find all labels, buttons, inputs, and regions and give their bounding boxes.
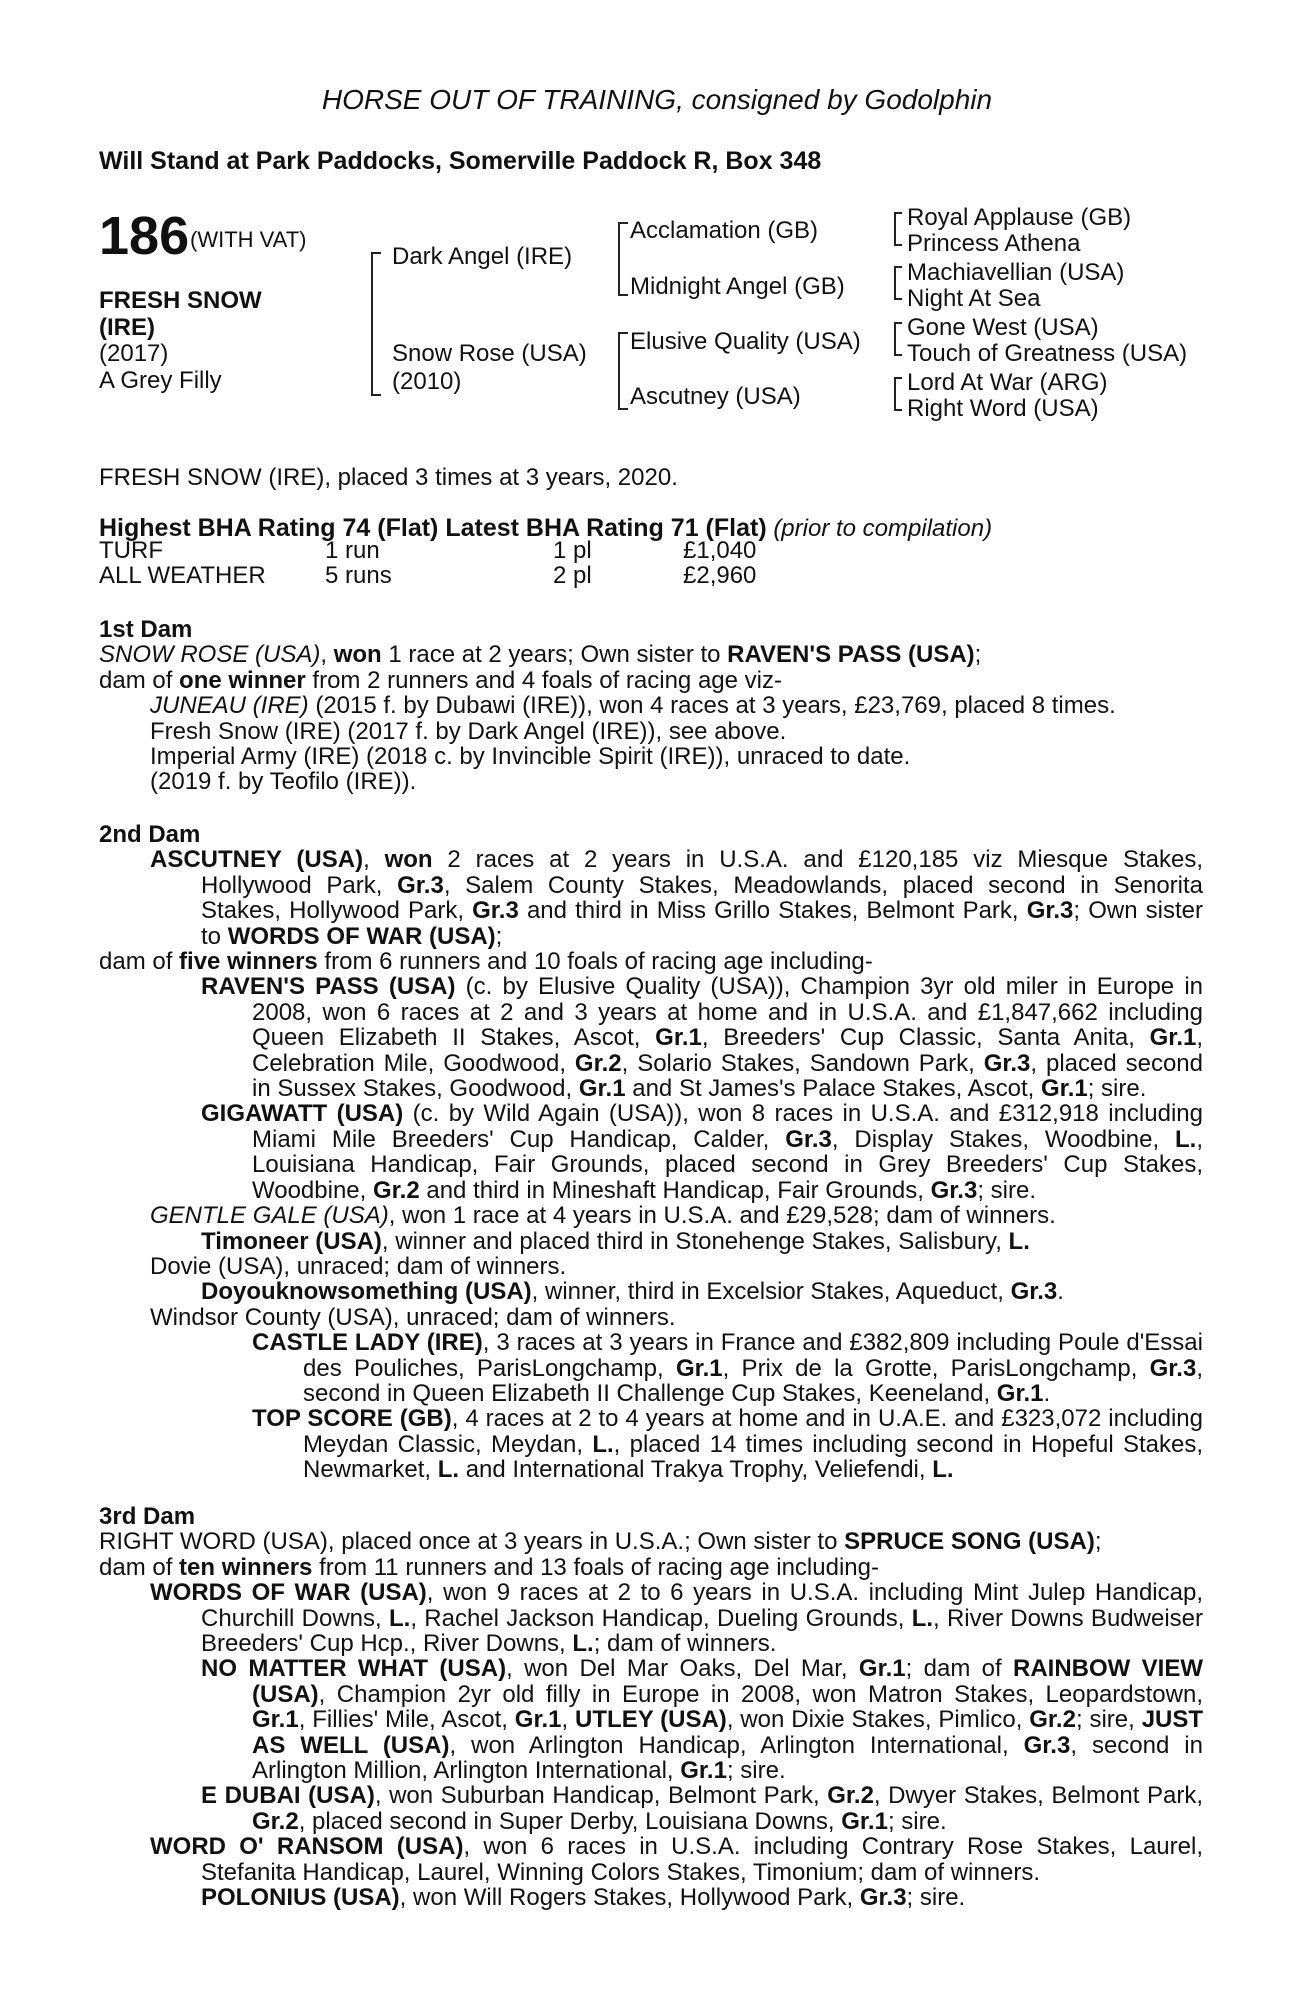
produce-no-matter-what — [150, 1656, 1203, 1783]
grade-label: Gr.2 — [574, 1049, 622, 1077]
text: , Display Stakes, Woodbine, — [831, 1125, 1175, 1153]
text: from 11 runners and 13 foals of racing age including- — [312, 1553, 879, 1581]
won-label: won — [384, 846, 433, 874]
produce-top-score — [150, 1406, 1203, 1482]
produce-name: TOP SCORE (GB) — [252, 1405, 452, 1433]
text: , won 6 races in U.S.A. including Contrary Rose Stakes, Laurel, Stefanita Handicap, Laurel, Winning Colors Stakes, Timonium; dam of winners. — [201, 1833, 1203, 1886]
produce-dovie: Dovie (USA), unraced; dam of winners. — [150, 1252, 567, 1280]
second-dam-name: ASCUTNEY (USA) — [150, 846, 364, 874]
text: ; sire. — [906, 1884, 966, 1912]
grade-label: L. — [572, 1630, 594, 1658]
horse-year: (2017) — [99, 340, 169, 367]
text: ; sire. — [726, 1757, 786, 1785]
text: and third in Mineshaft Handicap, Fair Grounds, — [419, 1176, 931, 1204]
produce-name: E DUBAI (USA) — [201, 1782, 375, 1810]
text: , won Suburban Handicap, Belmont Park, — [374, 1782, 828, 1810]
text: (c. by Elusive Quality (USA)), Champion 3yr old miler in Europe in 2008, won 6 races at 2 and 3 years at home and in U.S.A. and £1,847,662 including Queen Elizabeth II Stakes, Ascot, — [252, 973, 1203, 1052]
vat-label: (WITH VAT) — [190, 227, 307, 252]
produce-words-of-war — [99, 1580, 1203, 1656]
grade-label: Gr.3 — [1026, 897, 1074, 925]
text: , second in Arlington Million, Arlington International, — [252, 1731, 1203, 1785]
grade-label: Gr.1 — [858, 1655, 906, 1683]
produce-imperial-army: Imperial Army (IRE) (2018 c. by Invincible Spirit (IRE)), unraced to date. — [150, 743, 911, 771]
produce-2019-filly: (2019 f. by Teofilo (IRE)). — [150, 768, 417, 796]
pedigree-dam: Snow Rose (USA) — [392, 340, 587, 367]
text: ; — [974, 641, 982, 669]
produce-castle-lady — [150, 1330, 1203, 1406]
text: (2015 f. by Dubawi (IRE)), won 4 races at 3 years, £23,769, placed 8 times. — [308, 692, 1116, 720]
grade-label: Gr.1 — [655, 1024, 702, 1052]
text: . — [1043, 1379, 1051, 1407]
produce-fresh-snow: Fresh Snow (IRE) (2017 f. by Dark Angel (IRE)), see above. — [150, 717, 787, 745]
rating-text: Highest BHA Rating 74 (Flat) Latest BHA Rating 71 (Flat) — [99, 514, 767, 542]
grade-label: Gr.1 — [996, 1379, 1044, 1407]
grade-label: Gr.3 — [397, 871, 444, 899]
winners-count: five winners — [179, 948, 318, 976]
grade-label: Gr.1 — [675, 1354, 723, 1382]
text: ; — [495, 922, 503, 950]
text: RIGHT WORD (USA), placed once at 3 years in U.S.A.; Own sister to — [99, 1528, 845, 1556]
text: , won Arlington Handicap, Arlington International, — [449, 1731, 1024, 1759]
produce-name: RAINBOW VIEW (USA) — [252, 1655, 1204, 1708]
text: ; sire. — [887, 1807, 947, 1835]
text: , Champion 2yr old filly in Europe in 2008, won Matron Stakes, Leopardstown, — [318, 1680, 1203, 1708]
pedigree-sdd: Night At Sea — [907, 285, 1041, 312]
text: from 2 runners and 4 foals of racing age viz- — [305, 666, 782, 694]
horse-description: A Grey Filly — [99, 367, 222, 394]
record-surface-1: ALL WEATHER — [99, 562, 266, 589]
bha-rating — [99, 514, 992, 543]
first-dam-produce-summary — [99, 668, 1203, 693]
grade-label: Gr.1 — [841, 1807, 888, 1835]
lot-number: 186 — [99, 206, 190, 266]
pedigree-dsd: Touch of Greatness (USA) — [907, 340, 1188, 367]
text: dam of — [99, 948, 180, 976]
pedigree-dds: Lord At War (ARG) — [907, 369, 1108, 396]
rating-note: (prior to compilation) — [773, 515, 993, 542]
text: , Salem County Stakes, Meadowlands, placed second in Senorita Stakes, Hollywood Park, — [201, 871, 1203, 925]
grade-label: Gr.1 — [252, 1706, 299, 1734]
text: , 4 races at 2 to 4 years at home and in U.A.E. and £323,072 including Meydan Classic, Meydan, — [303, 1405, 1204, 1458]
text: (c. by Wild Again (USA)), won 8 races in U.S.A. and £312,918 including Miami Mile Breeders' Cup Handicap, Calder, — [252, 1100, 1203, 1153]
produce-name: GIGAWATT (USA) — [201, 1100, 404, 1128]
text: , second in Queen Elizabeth II Challenge Cup Stakes, Keeneland, — [303, 1354, 1203, 1407]
text: , won Dixie Stakes, Pimlico, — [726, 1706, 1030, 1734]
produce-timoneer — [99, 1229, 1203, 1254]
text: , placed 14 times including second in Hopeful Stakes, Newmarket, — [303, 1430, 1203, 1484]
text: ; — [1094, 1528, 1102, 1556]
grade-label: Gr.1 — [1149, 1024, 1197, 1052]
text: and St James's Palace Stakes, Ascot, — [625, 1075, 1042, 1103]
first-dam-heading: 1st Dam — [99, 616, 193, 643]
produce-name: RAVEN'S PASS (USA) — [201, 973, 456, 1001]
sister-name: RAVEN'S PASS (USA) — [727, 641, 975, 669]
second-dam-intro: ASCUTNEY (USA), won 2 races at 2 years in U.S.A. and £120,185 viz Miesque Stakes, Hollywood Park, Gr.3, Salem County Stakes, Meadowlands, placed second in Senorita Stakes, Hollywood Park, Gr.3 and third in Miss Grillo Stakes, Belmont Park, Gr.3; Own sister to WORDS OF WAR (USA); — [150, 846, 1203, 950]
stand-location: Will Stand at Park Paddocks, Somerville Paddock R, Box 348 — [99, 147, 822, 175]
grade-label: Gr.3 — [983, 1049, 1031, 1077]
text: ; sire. — [1087, 1075, 1147, 1103]
grade-label: L. — [911, 1604, 934, 1632]
produce-windsor-county: Windsor County (USA), unraced; dam of winners. — [150, 1303, 676, 1331]
sister-name: WORDS OF WAR (USA) — [227, 922, 496, 950]
text: and International Trakya Trophy, Veliefendi, — [459, 1456, 933, 1484]
page-header: HORSE OUT OF TRAINING, consigned by Godolphin — [321, 84, 993, 115]
record-prize-1: £2,960 — [683, 562, 757, 589]
pedigree-brace-dd — [894, 377, 902, 411]
text: 1 race at 2 years; Own sister to — [381, 641, 728, 669]
sister-name: SPRUCE SONG (USA) — [844, 1528, 1095, 1556]
produce-e-dubai — [150, 1783, 1203, 1834]
produce-name: UTLEY (USA) — [575, 1706, 727, 1734]
first-dam-name: SNOW ROSE (USA) — [99, 641, 321, 669]
grade-label: L. — [932, 1456, 954, 1484]
record-runs-1: 5 runs — [325, 562, 392, 589]
pedigree-dam-sire: Elusive Quality (USA) — [630, 328, 861, 355]
grade-label: Gr.2 — [252, 1807, 299, 1835]
text: ; dam of winners. — [593, 1630, 777, 1658]
pedigree-brace-ss — [894, 212, 902, 246]
winners-count: ten winners — [179, 1553, 313, 1581]
horse-name-suffix: (IRE) — [99, 314, 155, 341]
record-surface-0: TURF — [99, 537, 163, 564]
text: , Rachel Jackson Handicap, Dueling Grounds, — [410, 1604, 912, 1632]
pedigree-dss: Gone West (USA) — [907, 314, 1099, 341]
won-label: won — [333, 641, 382, 669]
text: , 3 races at 3 years in France and £382,809 including Poule d'Essai des Pouliches, ParisLongchamp, — [303, 1329, 1203, 1382]
produce-word-o-ransom — [99, 1834, 1203, 1885]
pedigree-sds: Machiavellian (USA) — [907, 259, 1125, 286]
pedigree-dam-dam: Ascutney (USA) — [630, 383, 801, 410]
produce-name: NO MATTER WHAT (USA) — [201, 1655, 507, 1683]
produce-name: JUNEAU (IRE) — [150, 692, 309, 720]
grade-label: Gr.3 — [472, 897, 519, 925]
produce-name: Doyouknowsomething (USA) — [201, 1278, 532, 1306]
grade-label: Gr.2 — [1029, 1706, 1076, 1734]
text: , placed second in Super Derby, Louisiana Downs, — [298, 1807, 842, 1835]
horse-name: FRESH SNOW — [99, 287, 262, 314]
winners-count: one winner — [179, 666, 306, 694]
text: dam of — [99, 1553, 180, 1581]
grade-label: L. — [1175, 1125, 1197, 1153]
produce-name: GENTLE GALE (USA) — [150, 1202, 389, 1230]
text: , placed second in Sussex Stakes, Goodwood, — [252, 1049, 1203, 1103]
pedigree-ssd: Princess Athena — [907, 230, 1081, 257]
grade-label: Gr.2 — [372, 1176, 420, 1204]
produce-ravens-pass — [150, 974, 1203, 1101]
text: , Dwyer Stakes, Belmont Park, — [873, 1782, 1204, 1810]
grade-label: Gr.3 — [859, 1884, 907, 1912]
produce-gentle-gale — [99, 1203, 1203, 1228]
produce-gigawatt — [150, 1101, 1203, 1203]
grade-label: Gr.1 — [578, 1075, 626, 1103]
text: , — [561, 1706, 576, 1734]
grade-label: L. — [592, 1430, 614, 1458]
produce-juneau — [99, 693, 1203, 718]
text: , Louisiana Handicap, Fair Grounds, placed second in Grey Breeders' Cup Stakes, Woodbine, — [252, 1125, 1203, 1204]
grade-label: Gr.3 — [785, 1125, 832, 1153]
grade-label: L. — [437, 1456, 460, 1484]
text: , won Will Rogers Stakes, Hollywood Park, — [399, 1884, 860, 1912]
grade-label: L. — [1008, 1227, 1030, 1255]
text: , winner and placed third in Stonehenge Stakes, Salisbury, — [381, 1227, 1009, 1255]
grade-label: Gr.1 — [1041, 1075, 1088, 1103]
text: , Breeders' Cup Classic, Santa Anita, — [701, 1024, 1150, 1052]
text: , — [320, 641, 334, 669]
text: and third in Miss Grillo Stakes, Belmont Park, — [518, 897, 1027, 925]
second-dam-section — [99, 822, 1203, 1483]
grade-label: Gr.3 — [1149, 1354, 1197, 1382]
produce-name: WORD O' RANSOM (USA) — [150, 1833, 464, 1861]
text: , Fillies' Mile, Ascot, — [298, 1706, 515, 1734]
second-dam-heading: 2nd Dam — [99, 821, 201, 848]
pedigree-sss: Royal Applause (GB) — [907, 204, 1132, 231]
text: from 6 runners and 10 foals of racing age including- — [317, 948, 873, 976]
text: , River Downs Budweiser Breeders' Cup Hcp., River Downs, — [201, 1604, 1203, 1658]
record-prize-0: £1,040 — [683, 537, 757, 564]
record-placed-0: 1 pl — [553, 537, 592, 564]
produce-polonius — [99, 1885, 1203, 1910]
grade-label: Gr.1 — [680, 1757, 727, 1785]
text: , won Del Mar Oaks, Del Mar, — [506, 1655, 859, 1683]
pedigree-brace-dam — [618, 332, 628, 410]
pedigree-sire-sire: Acclamation (GB) — [630, 217, 819, 244]
first-dam-intro — [99, 642, 1203, 667]
produce-doyouknowsomething — [99, 1279, 1203, 1304]
pedigree-brace-main — [371, 252, 381, 396]
text: ; sire, — [1075, 1706, 1142, 1734]
text: . — [1057, 1278, 1064, 1306]
text: , Celebration Mile, Goodwood, — [252, 1024, 1204, 1077]
third-dam-heading: 3rd Dam — [99, 1503, 196, 1530]
produce-name: WORDS OF WAR (USA) — [150, 1579, 427, 1607]
pedigree-sire-dam: Midnight Angel (GB) — [630, 273, 845, 300]
pedigree-dam-year: (2010) — [392, 368, 462, 395]
text: ; dam of — [905, 1655, 1014, 1683]
pedigree-ddd: Right Word (USA) — [907, 395, 1099, 422]
second-dam-produce-summary — [99, 949, 1203, 974]
pedigree-brace-sd — [894, 266, 902, 300]
grade-label: Gr.3 — [1023, 1731, 1071, 1759]
pedigree-sire: Dark Angel (IRE) — [392, 243, 573, 270]
text: dam of — [99, 666, 180, 694]
text: , Solario Stakes, Sandown Park, — [621, 1049, 984, 1077]
pedigree-brace-ds — [894, 322, 902, 356]
grade-label: Gr.3 — [1010, 1278, 1058, 1306]
grade-label: Gr.2 — [827, 1782, 874, 1810]
text: ; sire. — [977, 1176, 1037, 1204]
produce-name: Timoneer (USA) — [201, 1227, 382, 1255]
grade-label: Gr.3 — [930, 1176, 978, 1204]
produce-name: JUST AS WELL (USA) — [252, 1706, 1204, 1759]
third-dam-produce-summary — [99, 1555, 1203, 1580]
text: , won 9 races at 2 to 6 years in U.S.A. including Mint Julep Handicap, Churchill Downs, — [201, 1579, 1203, 1632]
third-dam-intro — [99, 1529, 1203, 1554]
grade-label: Gr.1 — [514, 1706, 562, 1734]
third-dam-section — [99, 1504, 1203, 1911]
first-dam-section — [99, 617, 1203, 795]
racing-summary: FRESH SNOW (IRE), placed 3 times at 3 years, 2020. — [99, 464, 678, 491]
produce-name: POLONIUS (USA) — [201, 1884, 400, 1912]
text: ; Own sister to — [201, 897, 1203, 950]
text: , winner, third in Excelsior Stakes, Aqueduct, — [531, 1278, 1011, 1306]
text: 2 races at 2 years in U.S.A. and £120,185 viz Miesque Stakes, Hollywood Park, — [201, 846, 1203, 899]
grade-label: L. — [388, 1604, 411, 1632]
produce-name: CASTLE LADY (IRE) — [252, 1329, 483, 1357]
text: , won 1 race at 4 years in U.S.A. and £29,528; dam of winners. — [388, 1202, 1056, 1230]
record-runs-0: 1 run — [325, 537, 380, 564]
pedigree-brace-sire — [618, 222, 628, 296]
record-placed-1: 2 pl — [553, 562, 592, 589]
text: , Prix de la Grotte, ParisLongchamp, — [722, 1354, 1150, 1382]
